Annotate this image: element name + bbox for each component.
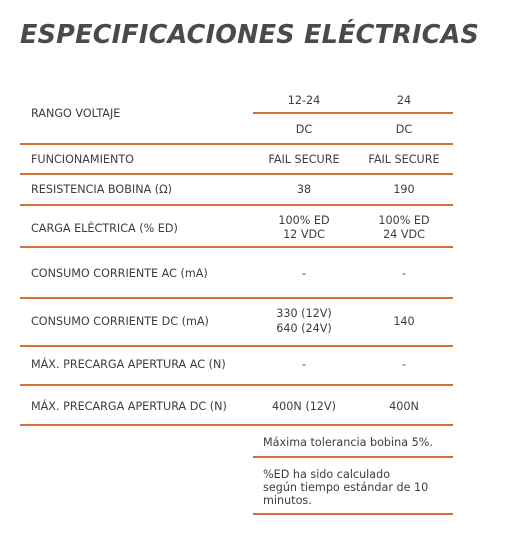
row-label-precarga-ac: MÁX. PRECARGA APERTURA AC (N)	[31, 358, 226, 371]
row-divider	[20, 246, 453, 248]
row-value-2: 190	[393, 183, 415, 196]
note-tolerance: Máxima tolerancia bobina 5%.	[263, 436, 433, 449]
row-value-1: -	[301, 267, 307, 280]
row-value-1: DC	[295, 123, 313, 136]
row-divider	[253, 112, 453, 114]
row-value-2: FAIL SECURE	[368, 153, 440, 166]
row-value-1: 100% ED	[278, 214, 330, 227]
row-value-1: -	[301, 358, 307, 371]
row-label-consumo-ac: CONSUMO CORRIENTE AC (mA)	[31, 267, 208, 280]
row-value-1: 400N (12V)	[272, 400, 336, 413]
row-value-2: 24 VDC	[383, 228, 425, 241]
note-ed-line: %ED ha sido calculado	[263, 468, 391, 481]
note-ed-line: según tiempo estándar de 10	[263, 481, 429, 494]
page-title: ESPECIFICACIONES ELÉCTRICAS	[20, 20, 480, 50]
row-value-2: DC	[395, 123, 413, 136]
row-value-1: 12 VDC	[283, 228, 325, 241]
row-divider	[20, 204, 453, 206]
row-label-carga-electrica: CARGA ELÉCTRICA (% ED)	[31, 222, 178, 235]
row-value-2: 400N	[389, 400, 419, 413]
row-label-funcionamiento: FUNCIONAMIENTO	[31, 153, 134, 166]
row-value-1: 330 (12V)	[276, 307, 332, 320]
row-divider	[20, 173, 453, 175]
row-value-2: -	[401, 358, 407, 371]
note-ed-line: minutos.	[263, 494, 312, 507]
row-value-1: 12-24	[287, 94, 321, 107]
row-label-precarga-dc: MÁX. PRECARGA APERTURA DC (N)	[31, 400, 227, 413]
row-label-consumo-dc: CONSUMO CORRIENTE DC (mA)	[31, 315, 209, 328]
row-label-rango-voltaje: RANGO VOLTAJE	[31, 107, 121, 120]
row-divider	[20, 297, 453, 299]
row-divider	[253, 513, 453, 515]
row-divider	[20, 424, 453, 426]
row-value-2: -	[401, 267, 407, 280]
row-divider	[253, 456, 453, 458]
row-value-2: 100% ED	[378, 214, 430, 227]
row-value-2: 140	[393, 315, 415, 328]
row-value-1: FAIL SECURE	[268, 153, 340, 166]
row-value-2: 24	[396, 94, 412, 107]
row-label-resistencia-bobina: RESISTENCIA BOBINA (Ω)	[31, 183, 173, 196]
row-divider	[20, 143, 453, 145]
row-value-1: 640 (24V)	[276, 322, 332, 335]
row-divider	[20, 384, 453, 386]
row-divider	[20, 345, 453, 347]
row-value-1: 38	[296, 183, 312, 196]
